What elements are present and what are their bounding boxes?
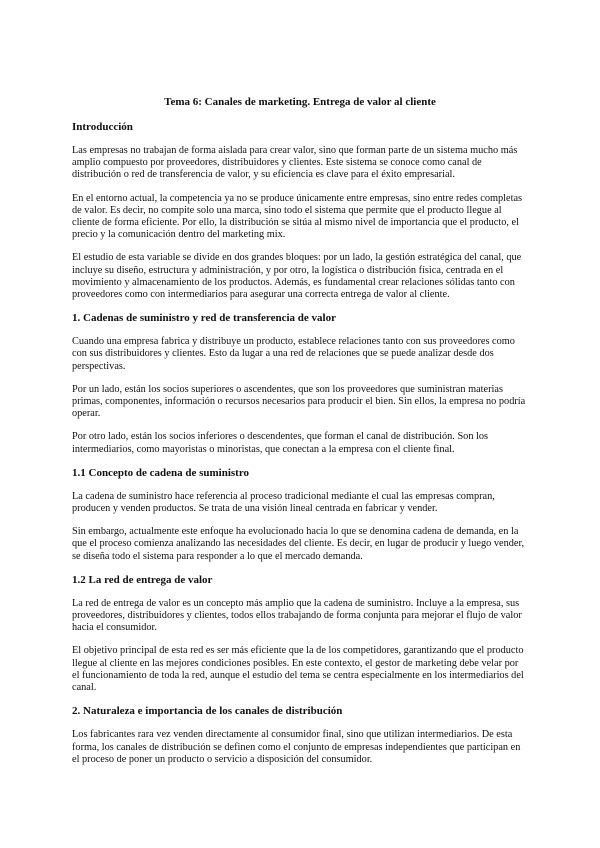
section-red-entrega-valor bbox=[72, 574, 528, 694]
paragraph: La cadena de suministro hace referencia al proceso tradicional mediante el cual las empresas compran, producen y venden productos. Se trata de una visión lineal centrada en fabricar y vender. bbox=[72, 490, 495, 515]
paragraph: Las empresas no trabajan de forma aislada para crear valor, sino que forman parte de un sistema mucho más amplio compuesto por proveedores, distribuidores y clientes. Este sistema se conoce como canal de distribución o red de transferencia de valor, y su eficiencia es clave para el éxito empresarial. bbox=[72, 145, 518, 181]
section-cadenas-suministro bbox=[72, 312, 528, 456]
section-heading: Introducción bbox=[72, 121, 133, 133]
paragraph: Cuando una empresa fabrica y distribuye un producto, establece relaciones tanto con sus proveedores como con sus distribuidores y clientes. Esto da lugar a una red de relaciones que se puede analizar desde dos perspectivas. bbox=[72, 336, 515, 372]
document-title: Tema 6: Canales de marketing. Entrega de valor al cliente bbox=[164, 96, 436, 108]
paragraph: Por un lado, están los socios superiores o ascendentes, que son los proveedores que suministran materias primas, componentes, información o recursos necesarios para producir el bien. Sin ellos, la empresa no podría operar. bbox=[72, 383, 526, 420]
section-heading: 1. Cadenas de suministro y red de transferencia de valor bbox=[72, 312, 336, 325]
section-heading: 1.1 Concepto de cadena de suministro bbox=[72, 466, 250, 479]
section-heading: 1.2 La red de entrega de valor bbox=[72, 573, 213, 586]
section-introduccion bbox=[72, 121, 528, 301]
paragraph: El estudio de esta variable se divide en dos grandes bloques: por un lado, la gestión estratégica del canal, que incluye su diseño, estructura y administración, y por otro, la logística o distribución física, centrada en el movimiento y almacenamiento de los productos. Además, es fundamental crear relaciones sólidas tanto con proveedores como con intermediarios para asegurar una correcta entrega de valor al cliente. bbox=[72, 252, 522, 301]
section-heading: 2. Naturaleza e importancia de los canales de distribución bbox=[72, 705, 343, 718]
paragraph: Los fabricantes rara vez venden directamente al consumidor final, sino que utilizan intermediarios. De esta forma, los canales de distribución se definen como el conjunto de empresas independientes que participan en el proceso de poner un producto o servicio a disposición del consumidor. bbox=[72, 729, 521, 765]
section-naturaleza-canales bbox=[72, 705, 528, 766]
section-concepto-cadena bbox=[72, 467, 528, 563]
paragraph: Sin embargo, actualmente este enfoque ha evolucionado hacia lo que se denomina cadena de demanda, en la que el proceso comienza analizando las necesidades del cliente. Es decir, en lugar de producir y luego vender, se diseña todo el sistema para responder a lo que el mercado demanda. bbox=[72, 526, 525, 562]
paragraph: La red de entrega de valor es un concepto más amplio que la cadena de suministro. Incluye a la empresa, sus proveedores, distribuidores y clientes, todos ellos trabajando de forma conjunta para mejorar el flujo de valor hacia el consumidor. bbox=[72, 597, 522, 634]
paragraph: El objetivo principal de esta red es ser más eficiente que la de los competidores, garantizando que el producto llegue al cliente en las mejores condiciones posibles. En este contexto, el gestor de marketing debe velar por el funcionamiento de toda la red, aunque el estudio del tema se centra especialmente en los intermediarios del canal. bbox=[72, 645, 524, 694]
paragraph: En el entorno actual, la competencia ya no se produce únicamente entre empresas, sino entre redes completas de valor. Es decir, no compite solo una marca, sino todo el sistema que permite que el producto llegue al cliente de forma eficiente. Por ello, la distribución se sitúa al mismo nivel de importancia que el producto, el precio y la comunicación dentro del marketing mix. bbox=[72, 192, 523, 241]
paragraph: Por otro lado, están los socios inferiores o descendentes, que forman el canal de distribución. Son los intermediarios, como mayoristas o minoristas, que conectan a la empresa con el cliente final. bbox=[72, 431, 489, 455]
